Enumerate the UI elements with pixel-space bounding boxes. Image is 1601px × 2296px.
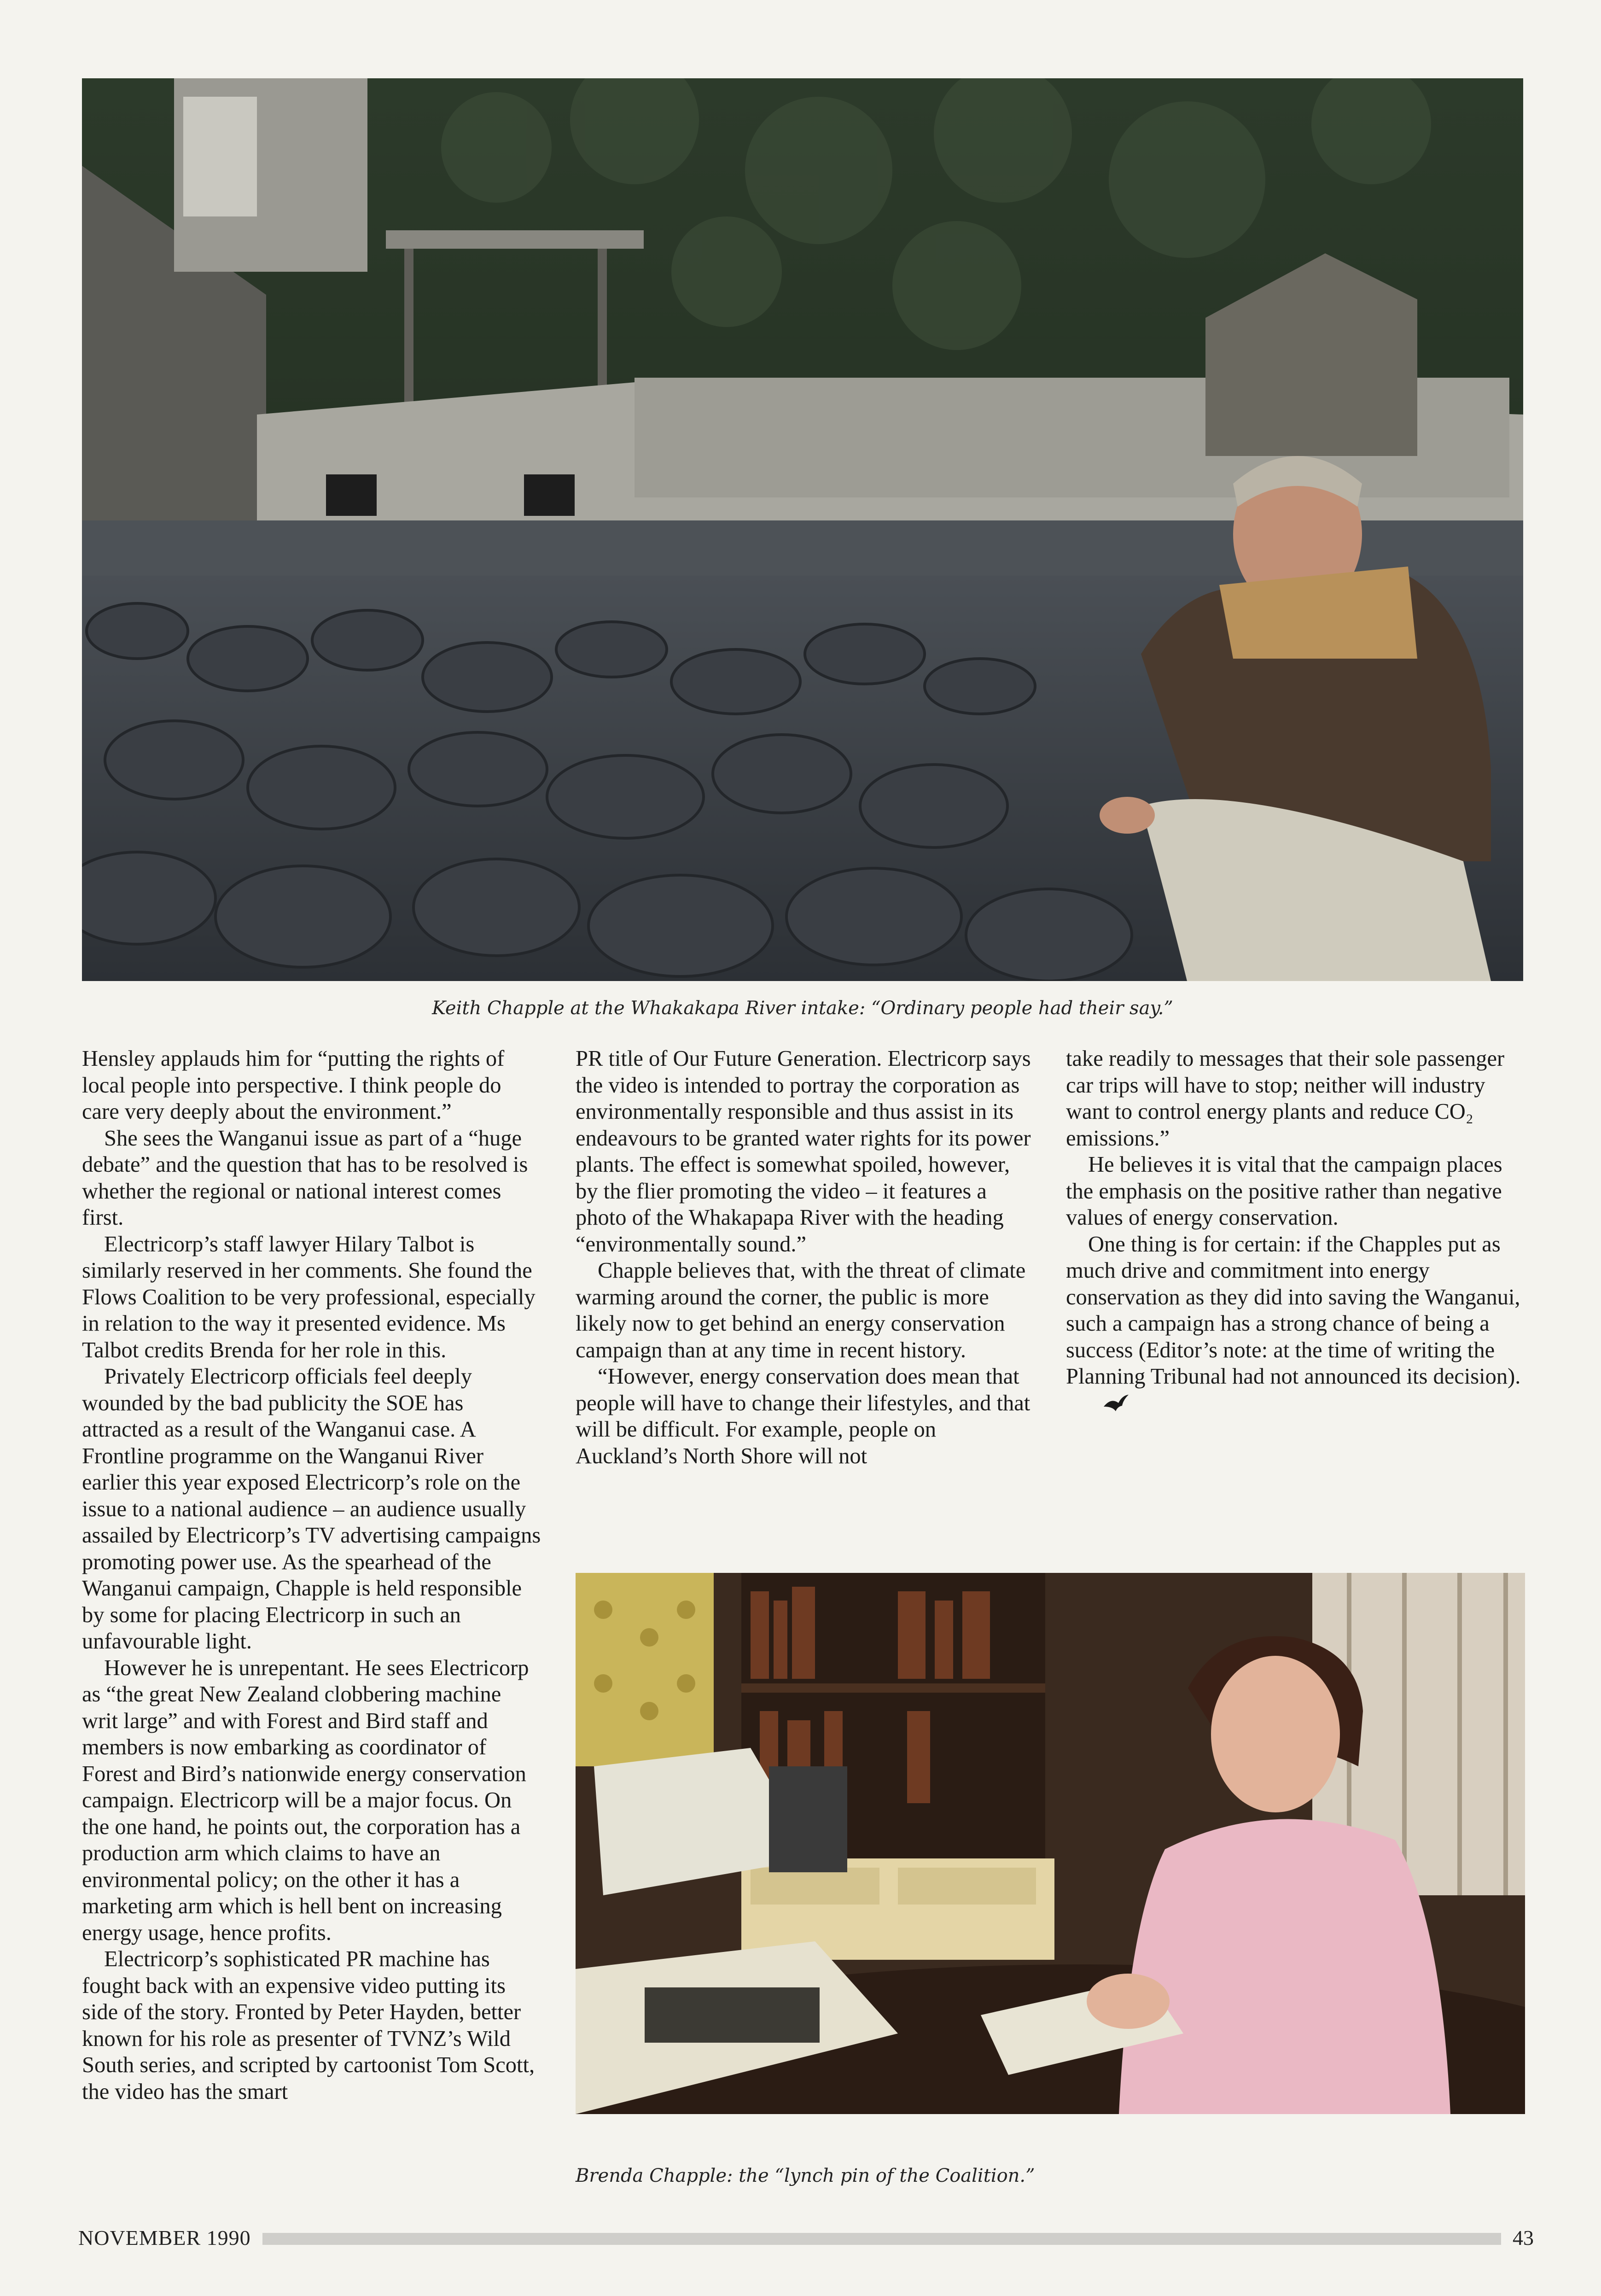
bird-icon: [1080, 1393, 1129, 1422]
article-column-2: [576, 1046, 1036, 1469]
bottom-photo-caption: Brenda Chapple: the “lynch pin of the Coalition.”: [576, 2165, 1035, 2186]
issue-date: NOVEMBER 1990: [78, 2226, 251, 2249]
paragraph: Hensley applauds him for “putting the rights of local people into perspective. I think people do care very deeply about the environment.”: [82, 1046, 505, 1124]
top-photo-caption: Keith Chapple at the Whakakapa River intake: “Ordinary people had their say.”: [432, 998, 1173, 1019]
article-column-1: [82, 1046, 542, 2105]
article-column-3: [1066, 1046, 1526, 1422]
page-number: 43: [1513, 2226, 1534, 2249]
paragraph: “However, energy conservation does mean that people will have to change their lifestyles, and that will be difficult. For example, people on Auckland’s North Shore will not: [576, 1364, 1030, 1468]
paragraph-text: One thing is for certain: if the Chapples put as much drive and commitment into energy conservation as they did into saving the Wanganui, such a campaign has a strong chance of being a success (Editor’s note: at the time of writing the Planning Tribunal had not announced its decision).: [1066, 1232, 1521, 1389]
paragraph: Chapple believes that, with the threat of climate warming around the corner, the public is more likely now to get behind an energy conservation campaign than at any time in recent history.: [576, 1258, 1026, 1362]
paragraph: He believes it is vital that the campaign places the emphasis on the positive rather than negative values of energy conservation.: [1066, 1152, 1502, 1230]
paragraph: Privately Electricorp officials feel deeply wounded by the bad publicity the SOE has attracted as a result of the Wanganui case. A Frontline programme on the Wanganui River earlier this year exposed Electricorp’s role on the issue to a national audience – an audience usually assailed by Electricorp’s TV advertising campaigns promoting power use. As the spearhead of the Wanganui campaign, Chapple is held responsible by some for placing Electricorp in such an unfavourable light.: [82, 1364, 541, 1653]
paragraph: take readily to messages that their sole passenger car trips will have to stop; neither will industry want to control energy plants and reduce CO₂ emissions.”: [1066, 1046, 1505, 1151]
paragraph: Electricorp’s staff lawyer Hilary Talbot is similarly reserved in her comments. She found the Flows Coalition to be very professional, especially in relation to the way it presented evidence. Ms Talbot credits Brenda for her role in this.: [82, 1232, 536, 1362]
paragraph: She sees the Wanganui issue as part of a “huge debate” and the question that has to be resolved is whether the regional or national interest comes first.: [82, 1126, 528, 1230]
paragraph-last: [1066, 1231, 1526, 1422]
photo-brenda-chapple: [576, 1573, 1525, 2114]
photo-keith-chapple: [82, 78, 1523, 981]
paragraph: However he is unrepentant. He sees Electricorp as “the great New Zealand clobbering machine writ large” and with Forest and Bird staff and members is now embarking as coordinator of Forest and Bird’s nationwide energy conservation campaign. Electricorp will be a major focus. On the one hand, he points out, the corporation has a production arm which claims to have an environmental policy; on the other it has a marketing arm which is hell bent on increasing energy usage, hence profits.: [82, 1655, 529, 1945]
paragraph: PR title of Our Future Generation. Electricorp says the video is intended to portray the corporation as environmentally responsible and thus assist in its endeavours to be granted water rights for its power plants. The effect is somewhat spoiled, however, by the flier promoting the video – it features a photo of the Whakapapa River with the heading “environmentally sound.”: [576, 1046, 1031, 1256]
footer-rule: [262, 2233, 1501, 2245]
paragraph: Electricorp’s sophisticated PR machine has fought back with an expensive video putting its side of the story. Fronted by Peter Hayden, better known for his role as presenter of TVNZ’s Wild South series, and scripted by cartoonist Tom Scott, the video has the smart: [82, 1947, 535, 2104]
